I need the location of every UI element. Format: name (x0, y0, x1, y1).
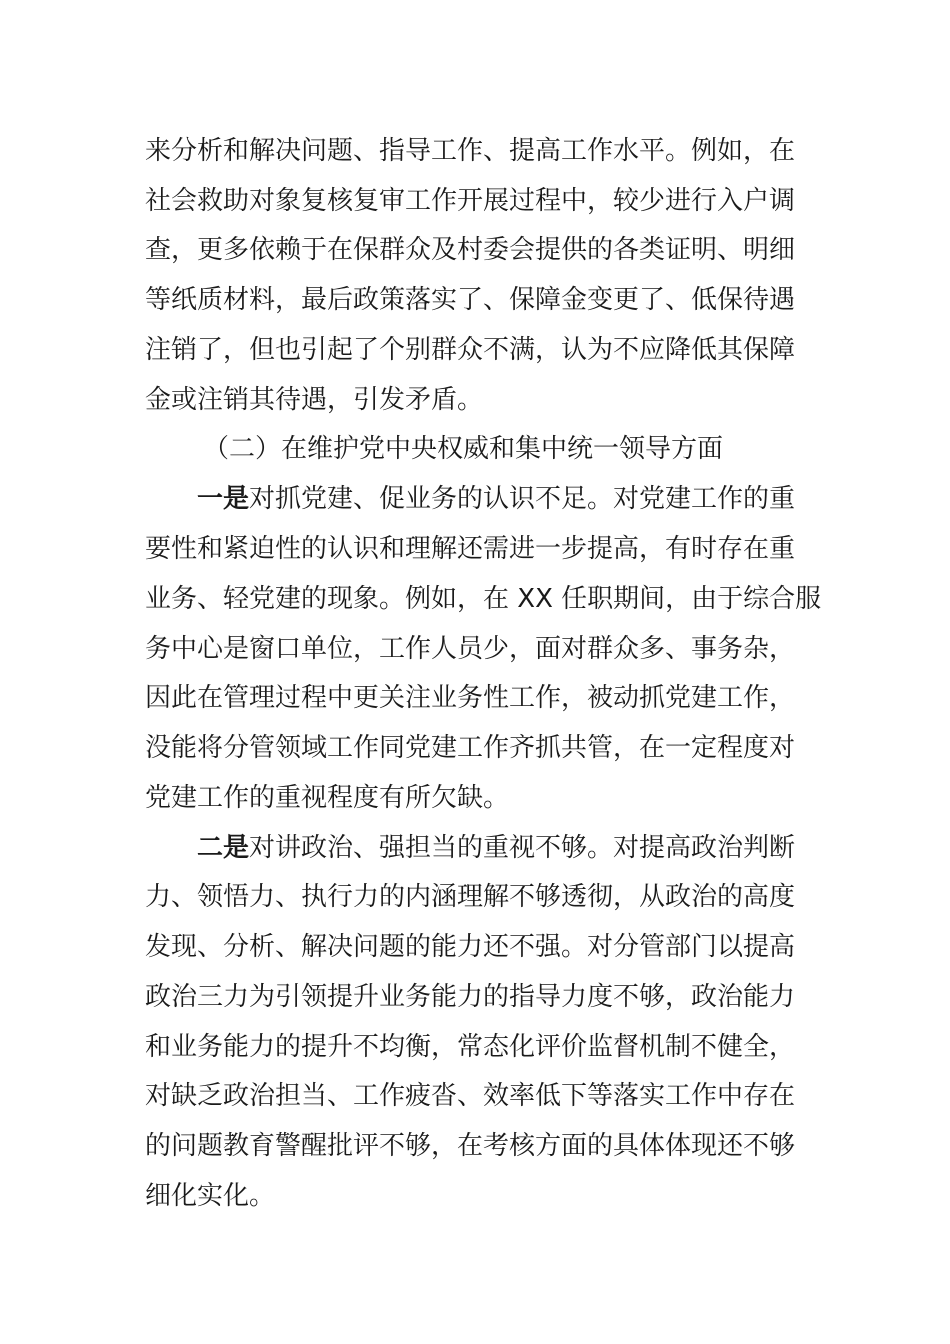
text-line-body: 对抓党建、促业务的认识不足。对党建工作的重 (249, 484, 796, 514)
section-heading: （二）在维护党中央权威和集中统一领导方面 (203, 434, 724, 464)
text-line: 没能将分管领域工作同党建工作齐抓共管，在一定程度对 (145, 733, 796, 763)
paragraph-lead: 二是 (197, 833, 250, 863)
text-line: 金或注销其待遇，引发矛盾。 (145, 385, 484, 415)
text-line: 因此在管理过程中更关注业务性工作，被动抓党建工作， (145, 683, 796, 713)
text-line (197, 483, 795, 515)
text-line: 务中心是窗口单位，工作人员少，面对群众多、事务杂， (145, 634, 796, 664)
text-line: 细化实化。 (145, 1181, 276, 1211)
text-line: 业务、轻党建的现象。例如，在 XX 任职期间，由于综合服 (145, 584, 822, 614)
text-line: 政治三力为引领提升业务能力的指导力度不够，政治能力 (145, 982, 796, 1012)
text-line: 等纸质材料，最后政策落实了、保障金变更了、低保待遇 (145, 285, 796, 315)
text-line: 发现、分析、解决问题的能力还不强。对分管部门以提高 (145, 932, 796, 962)
text-line: 和业务能力的提升不均衡，常态化评价监督机制不健全， (145, 1032, 796, 1062)
text-line: 的问题教育警醒批评不够，在考核方面的具体体现还不够 (145, 1131, 796, 1161)
text-line: 社会救助对象复核复审工作开展过程中，较少进行入户调 (145, 186, 796, 216)
text-line: 来分析和解决问题、指导工作、提高工作水平。例如，在 (145, 136, 796, 166)
text-line: 注销了，但也引起了个别群众不满，认为不应降低其保障 (145, 335, 796, 365)
text-line: 要性和紧迫性的认识和理解还需进一步提高，有时存在重 (145, 534, 796, 564)
paragraph-lead: 一是 (197, 484, 250, 514)
text-line (197, 832, 795, 864)
text-line: 查，更多依赖于在保群众及村委会提供的各类证明、明细 (145, 235, 796, 265)
text-line: 力、领悟力、执行力的内涵理解不够透彻，从政治的高度 (145, 882, 796, 912)
text-line-body: 对讲政治、强担当的重视不够。对提高政治判断 (249, 833, 796, 863)
text-line: 党建工作的重视程度有所欠缺。 (145, 783, 510, 813)
text-line: 对缺乏政治担当、工作疲沓、效率低下等落实工作中存在 (145, 1081, 796, 1111)
